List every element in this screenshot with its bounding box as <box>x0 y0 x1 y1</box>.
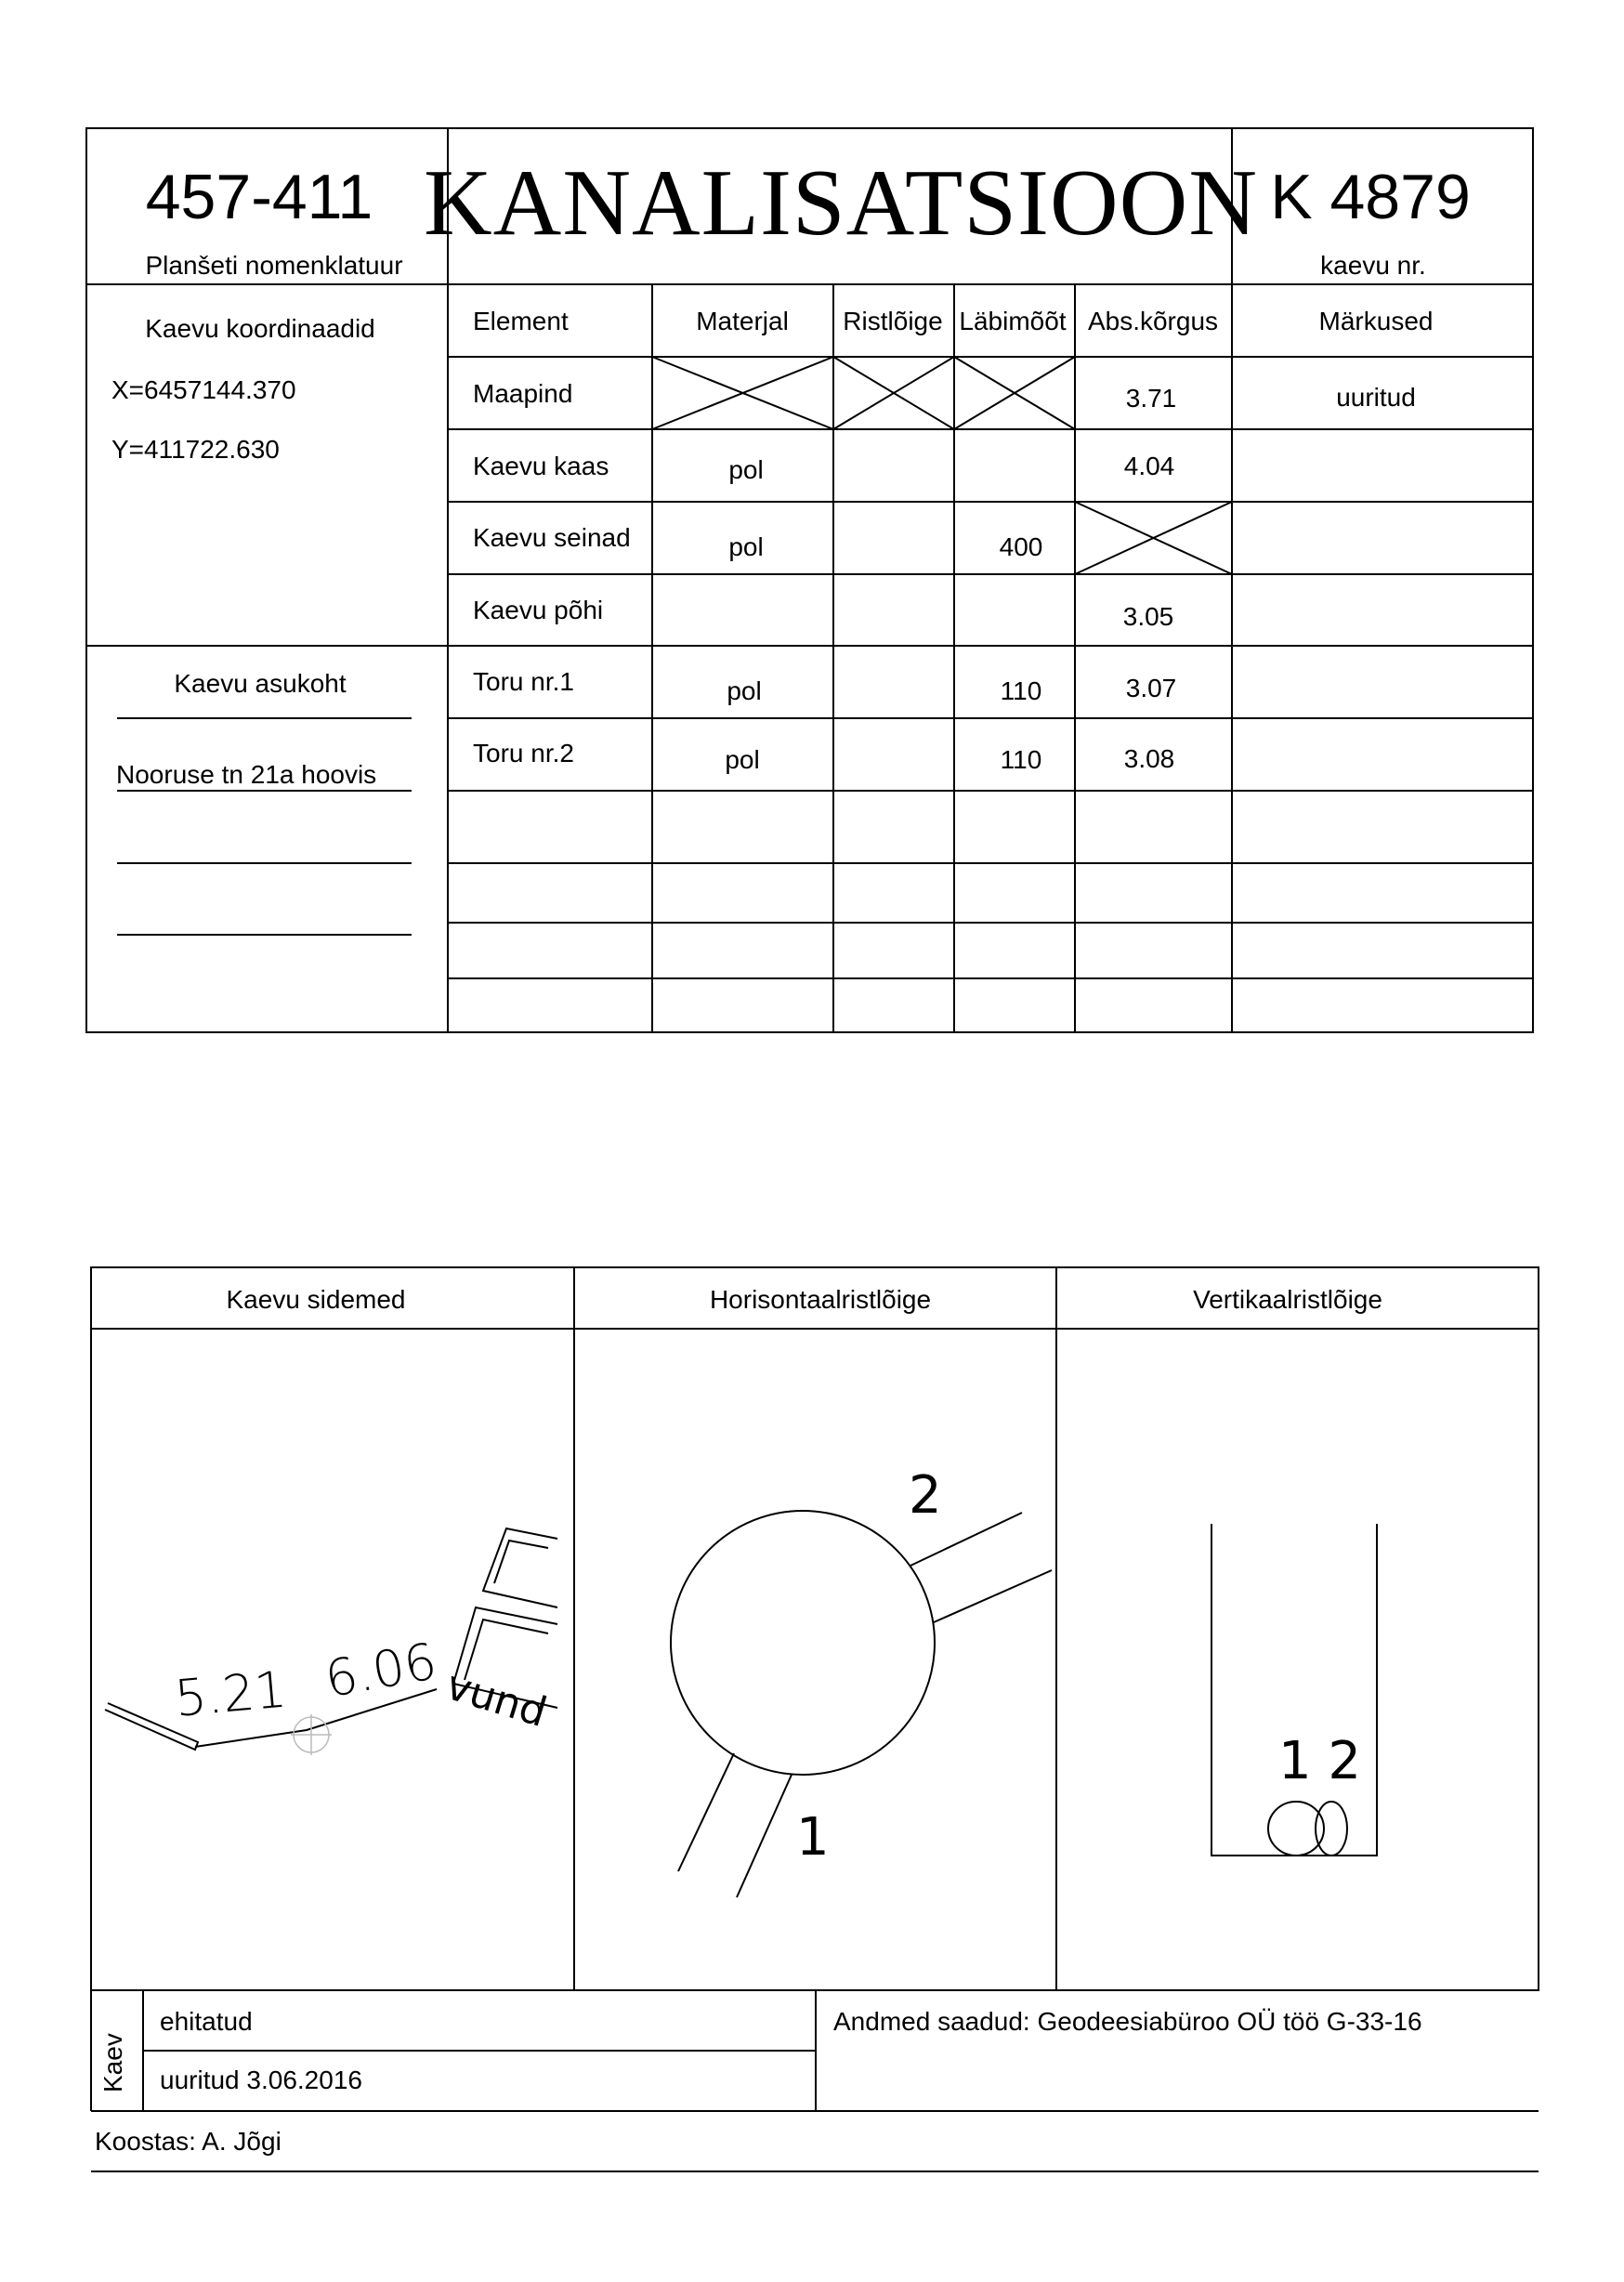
table-cell: 3.71 <box>1125 384 1177 413</box>
table-cell: Maapind <box>473 379 573 408</box>
survey-status: uuritud 3.06.2016 <box>160 2066 362 2094</box>
well-number: K 4879 <box>1270 162 1471 232</box>
drawings-frame <box>91 1267 1539 1990</box>
table-cell: Kaevu seinad <box>473 523 631 552</box>
table-cell: 3.05 <box>1122 602 1174 631</box>
col-header-abs-korgus: Abs.kõrgus <box>1087 307 1219 335</box>
building-label: vund <box>440 1661 553 1738</box>
well-label: kaevu nr. <box>1320 251 1426 280</box>
table-cell: pol <box>728 532 764 561</box>
table-cell: 3.08 <box>1123 744 1175 773</box>
horizontal-section-header: Horisontaalristlõige <box>709 1285 932 1314</box>
table-cell: Kaevu põhi <box>473 596 604 624</box>
table-cell: 110 <box>1000 676 1042 705</box>
table-cell: 400 <box>999 532 1043 561</box>
table-cell: Toru nr.1 <box>473 667 574 696</box>
location-label: Kaevu asukoht <box>174 669 347 698</box>
table-cell: 4.04 <box>1123 452 1175 480</box>
location-address: Nooruse tn 21a hoovis <box>116 760 377 789</box>
col-header-materjal: Materjal <box>696 307 789 335</box>
tie-distance-2: 6.06 <box>321 1632 441 1710</box>
page-title: KANALISATSIOON <box>424 151 1258 256</box>
col-header-element: Element <box>473 307 569 335</box>
built-status: ehitatud <box>160 2007 253 2036</box>
table-cell: Toru nr.2 <box>473 739 574 767</box>
table-cell: pol <box>725 745 760 774</box>
pipe-1-label: 1 <box>796 1807 830 1868</box>
horizontal-section-sketch <box>671 1511 1052 1897</box>
table-cell: pol <box>727 676 762 705</box>
ties-header: Kaevu sidemed <box>226 1285 406 1314</box>
tie-distance-1: 5.21 <box>172 1659 289 1728</box>
coordinate-y: Y=411722.630 <box>111 435 280 464</box>
sheet-number: 457-411 <box>145 162 373 232</box>
table-cell: 3.07 <box>1125 674 1177 702</box>
table-cell: pol <box>728 455 764 484</box>
sheet-label: Planšeti nomenklatuur <box>145 251 403 280</box>
table-cell: uuritud <box>1336 383 1416 412</box>
pipe-2-label: 2 <box>909 1465 942 1526</box>
author: Koostas: A. Jõgi <box>95 2127 282 2156</box>
kaev-label: Kaev <box>98 2033 127 2092</box>
table-cell: 110 <box>1000 745 1042 774</box>
vertical-section-sketch <box>1211 1524 1377 1856</box>
vertical-section-header: Vertikaalristlõige <box>1193 1285 1382 1314</box>
vertical-pipes-label: 1 2 <box>1278 1731 1362 1791</box>
col-header-ristloige: Ristlõige <box>843 307 943 335</box>
coordinates-label: Kaevu koordinaadid <box>145 314 375 343</box>
col-header-labimoot: Läbimõõt <box>959 307 1067 335</box>
table-cell: Kaevu kaas <box>473 452 609 480</box>
coordinate-x: X=6457144.370 <box>111 375 296 404</box>
col-header-markused: Märkused <box>1318 307 1434 335</box>
data-source: Andmed saadud: Geodeesiabüroo OÜ töö G-33-16 <box>833 2007 1422 2036</box>
